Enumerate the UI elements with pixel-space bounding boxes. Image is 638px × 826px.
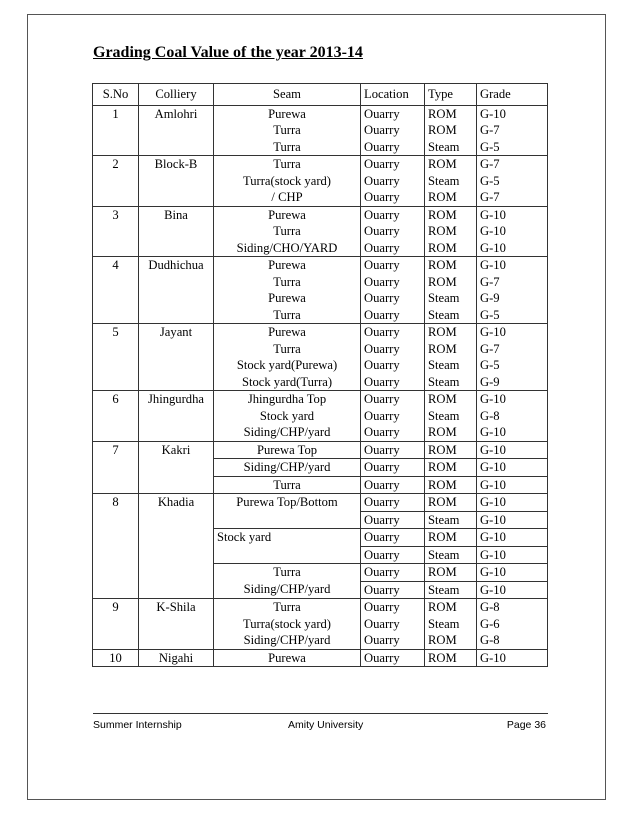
cell-seam-line: Turra: [273, 139, 301, 154]
cell-sno: 6: [93, 391, 139, 442]
cell-type-line: ROM: [428, 341, 457, 356]
cell-location-line: Ouarry: [364, 139, 400, 154]
cell-location-line: Ouarry: [364, 240, 400, 255]
cell-location-line: Ouarry: [364, 291, 400, 305]
cell-seam-line: Siding/CHP/yard: [243, 581, 331, 596]
cell-location: Ouarry: [361, 511, 425, 529]
cell-location: [361, 257, 425, 324]
footer-left: Summer Internship: [93, 719, 182, 731]
cell-type: Steam: [425, 581, 477, 599]
cell-colliery: K-Shila: [139, 599, 214, 650]
cell-colliery: Amlohri: [139, 105, 214, 156]
cell-grade-line: G-10: [480, 425, 506, 439]
cell-seam: [214, 105, 361, 156]
cell-seam: Purewa Top: [214, 441, 361, 459]
cell-location-line: Ouarry: [364, 207, 400, 222]
cell-type-line: ROM: [428, 207, 457, 222]
cell-type-line: ROM: [428, 392, 457, 406]
table-header-row: [93, 84, 548, 106]
cell-grade-line: G-5: [480, 139, 500, 154]
cell-colliery: Jayant: [139, 324, 214, 391]
cell-seam: Purewa Top/Bottom: [214, 494, 361, 529]
header-seam: Seam: [214, 84, 361, 106]
cell-seam: [214, 391, 361, 442]
cell-location: Ouarry: [361, 459, 425, 477]
cell-seam: [214, 564, 361, 599]
cell-type-line: ROM: [428, 425, 457, 439]
table-row: [93, 206, 548, 257]
cell-type: ROM: [425, 494, 477, 512]
table-row: [93, 324, 548, 391]
cell-seam-line: Purewa: [268, 207, 306, 222]
cell-type-line: Steam: [428, 139, 460, 154]
cell-seam-line: Turra: [273, 565, 301, 579]
cell-sno: 7: [93, 441, 139, 494]
cell-type-line: ROM: [428, 157, 457, 171]
cell-type: ROM: [425, 441, 477, 459]
cell-location-line: Ouarry: [364, 325, 400, 339]
cell-grade-line: G-5: [480, 358, 500, 372]
cell-seam-line: Siding/CHO/YARD: [236, 240, 338, 255]
cell-type-line: Steam: [428, 408, 460, 423]
cell-type: [425, 391, 477, 442]
cell-grade-line: G-8: [480, 408, 500, 423]
cell-type-line: ROM: [428, 633, 457, 647]
cell-type: [425, 257, 477, 324]
cell-seam-line: Turra: [273, 274, 301, 289]
cell-location-line: Ouarry: [364, 157, 400, 171]
cell-type: ROM: [425, 529, 477, 547]
cell-type-line: ROM: [428, 106, 457, 121]
cell-grade: [477, 324, 548, 391]
cell-seam: Turra: [214, 476, 361, 494]
footer-center: Amity University: [288, 719, 364, 731]
cell-seam: Stock yard: [214, 529, 361, 564]
cell-type: [425, 156, 477, 207]
page-title: Grading Coal Value of the year 2013-14: [93, 44, 363, 61]
cell-location: [361, 649, 425, 667]
cell-sno: 5: [93, 324, 139, 391]
cell-sno: 9: [93, 599, 139, 650]
cell-grade: [477, 105, 548, 156]
cell-location-line: Ouarry: [364, 123, 400, 137]
cell-seam: [214, 206, 361, 257]
cell-grade-line: G-8: [480, 633, 500, 647]
cell-type: Steam: [425, 546, 477, 564]
cell-sno: 1: [93, 105, 139, 156]
cell-grade-line: G-9: [480, 374, 500, 389]
cell-grade-line: G-5: [480, 307, 500, 322]
cell-type: [425, 206, 477, 257]
cell-seam-line: Turra(stock yard): [242, 616, 332, 631]
cell-location-line: Ouarry: [364, 224, 400, 238]
cell-location-line: Ouarry: [364, 173, 400, 188]
table-row: [93, 156, 548, 207]
cell-type: ROM: [425, 564, 477, 582]
cell-sno: 3: [93, 206, 139, 257]
cell-seam-line: Turra: [273, 123, 301, 137]
cell-location: [361, 206, 425, 257]
cell-colliery: Kakri: [139, 441, 214, 494]
cell-grade: [477, 391, 548, 442]
cell-seam: [214, 324, 361, 391]
cell-seam: Siding/CHP/yard: [214, 459, 361, 477]
cell-seam-line: Turra: [273, 224, 301, 238]
cell-seam-line: Siding/CHP/yard: [243, 633, 331, 647]
table-row: [93, 441, 548, 459]
cell-grade-line: G-10: [480, 325, 506, 339]
page-footer: [93, 713, 548, 734]
cell-grade-line: G-10: [480, 106, 506, 121]
cell-location-line: Ouarry: [364, 341, 400, 356]
cell-location-line: Ouarry: [364, 425, 400, 439]
cell-type-line: Steam: [428, 358, 460, 372]
cell-seam-line: Purewa: [268, 325, 306, 339]
cell-type-line: ROM: [428, 190, 457, 204]
cell-grade-line: G-6: [480, 616, 500, 631]
cell-location-line: Ouarry: [364, 408, 400, 423]
cell-grade-line: G-10: [480, 240, 506, 255]
table-row: [93, 599, 548, 650]
cell-seam-line: Purewa: [268, 650, 306, 665]
cell-grade: G-10: [477, 564, 548, 582]
cell-location-line: Ouarry: [364, 307, 400, 322]
table-row: [93, 257, 548, 324]
cell-location: Ouarry: [361, 546, 425, 564]
cell-location-line: Ouarry: [364, 274, 400, 289]
cell-location: Ouarry: [361, 529, 425, 547]
cell-location: [361, 156, 425, 207]
cell-seam: [214, 649, 361, 667]
cell-seam-line: Jhingurdha Top: [247, 392, 327, 406]
cell-colliery: Khadia: [139, 494, 214, 599]
cell-type-line: ROM: [428, 258, 457, 272]
header-grade: Grade: [477, 84, 548, 106]
cell-seam-line: Stock yard(Turra): [241, 374, 333, 389]
cell-type-line: Steam: [428, 291, 460, 305]
cell-grade: [477, 599, 548, 650]
cell-colliery: Dudhichua: [139, 257, 214, 324]
cell-type-line: Steam: [428, 307, 460, 322]
cell-sno: 8: [93, 494, 139, 599]
cell-grade-line: G-8: [480, 600, 500, 614]
cell-seam-line: Siding/CHP/yard: [243, 425, 331, 439]
cell-location-line: Ouarry: [364, 616, 400, 631]
cell-location: [361, 599, 425, 650]
cell-seam-line: Turra: [273, 600, 301, 614]
cell-seam-line: Turra: [273, 341, 301, 356]
cell-grade-line: G-7: [480, 190, 500, 204]
cell-location: [361, 324, 425, 391]
cell-location: Ouarry: [361, 441, 425, 459]
cell-sno: 4: [93, 257, 139, 324]
cell-location: Ouarry: [361, 476, 425, 494]
cell-grade-line: G-7: [480, 157, 500, 171]
cell-type-line: ROM: [428, 240, 457, 255]
cell-grade: G-10: [477, 511, 548, 529]
cell-grade: G-10: [477, 441, 548, 459]
header-type: Type: [425, 84, 477, 106]
cell-grade: G-10: [477, 476, 548, 494]
cell-seam: [214, 156, 361, 207]
cell-location-line: Ouarry: [364, 374, 400, 389]
cell-location-line: Ouarry: [364, 258, 400, 272]
header-sno: S.No: [93, 84, 139, 106]
cell-type: Steam: [425, 511, 477, 529]
cell-location-line: Ouarry: [364, 633, 400, 647]
cell-grade: G-10: [477, 459, 548, 477]
cell-grade: G-10: [477, 529, 548, 547]
cell-location: [361, 391, 425, 442]
cell-type: [425, 649, 477, 667]
cell-seam: [214, 599, 361, 650]
cell-colliery: Block-B: [139, 156, 214, 207]
cell-colliery: Bina: [139, 206, 214, 257]
cell-sno: 10: [93, 649, 139, 667]
cell-grade-line: G-7: [480, 123, 500, 137]
cell-grade-line: G-9: [480, 291, 500, 305]
cell-location: Ouarry: [361, 581, 425, 599]
cell-grade-line: G-10: [480, 258, 506, 272]
grading-table: [92, 83, 548, 667]
cell-location-line: Ouarry: [364, 600, 400, 614]
cell-grade-line: G-7: [480, 274, 500, 289]
cell-grade-line: G-10: [480, 224, 506, 238]
cell-location: [361, 105, 425, 156]
footer-page-number: Page 36: [506, 719, 546, 731]
cell-type: ROM: [425, 476, 477, 494]
cell-seam-line: Turra: [273, 307, 301, 322]
cell-location: Ouarry: [361, 494, 425, 512]
cell-type: ROM: [425, 459, 477, 477]
cell-type: [425, 599, 477, 650]
cell-type-line: Steam: [428, 616, 460, 631]
cell-type: [425, 105, 477, 156]
cell-type-line: ROM: [428, 274, 457, 289]
cell-grade-line: G-10: [480, 207, 506, 222]
cell-grade-line: G-10: [480, 650, 506, 665]
cell-seam-line: Stock yard: [259, 408, 315, 423]
cell-location-line: Ouarry: [364, 106, 400, 121]
cell-grade-line: G-7: [480, 341, 500, 356]
cell-grade: [477, 649, 548, 667]
cell-type-line: Steam: [428, 374, 460, 389]
cell-grade-line: G-5: [480, 173, 500, 188]
cell-location-line: Ouarry: [364, 190, 400, 204]
cell-colliery: Jhingurdha: [139, 391, 214, 442]
cell-type-line: ROM: [428, 123, 457, 137]
cell-type-line: ROM: [428, 325, 457, 339]
table-row: [93, 105, 548, 156]
cell-grade: [477, 156, 548, 207]
cell-seam-line: Purewa: [268, 106, 306, 121]
cell-type-line: ROM: [428, 600, 457, 614]
header-colliery: Colliery: [139, 84, 214, 106]
cell-type-line: ROM: [428, 650, 457, 665]
cell-seam-line: Turra(stock yard): [242, 173, 332, 188]
cell-colliery: Nigahi: [139, 649, 214, 667]
cell-grade: [477, 257, 548, 324]
cell-grade: G-10: [477, 581, 548, 599]
cell-grade: G-10: [477, 494, 548, 512]
cell-location-line: Ouarry: [364, 392, 400, 406]
header-location: Location: [361, 84, 425, 106]
table-row: [93, 391, 548, 442]
cell-seam-line: Turra: [273, 157, 301, 171]
cell-grade-line: G-10: [480, 392, 506, 406]
cell-location: Ouarry: [361, 564, 425, 582]
cell-type-line: ROM: [428, 224, 457, 238]
cell-grade: G-10: [477, 546, 548, 564]
cell-sno: 2: [93, 156, 139, 207]
table-row: [93, 494, 548, 512]
cell-seam-line: Purewa: [268, 291, 306, 305]
cell-type-line: Steam: [428, 173, 460, 188]
cell-seam-line: Stock yard(Purewa): [236, 358, 338, 372]
cell-grade: [477, 206, 548, 257]
cell-seam: [214, 257, 361, 324]
cell-seam-line: Purewa: [268, 258, 306, 272]
cell-location-line: Ouarry: [364, 358, 400, 372]
cell-type: [425, 324, 477, 391]
table-row: [93, 649, 548, 667]
cell-seam-line: / CHP: [271, 190, 303, 204]
cell-location-line: Ouarry: [364, 650, 400, 665]
